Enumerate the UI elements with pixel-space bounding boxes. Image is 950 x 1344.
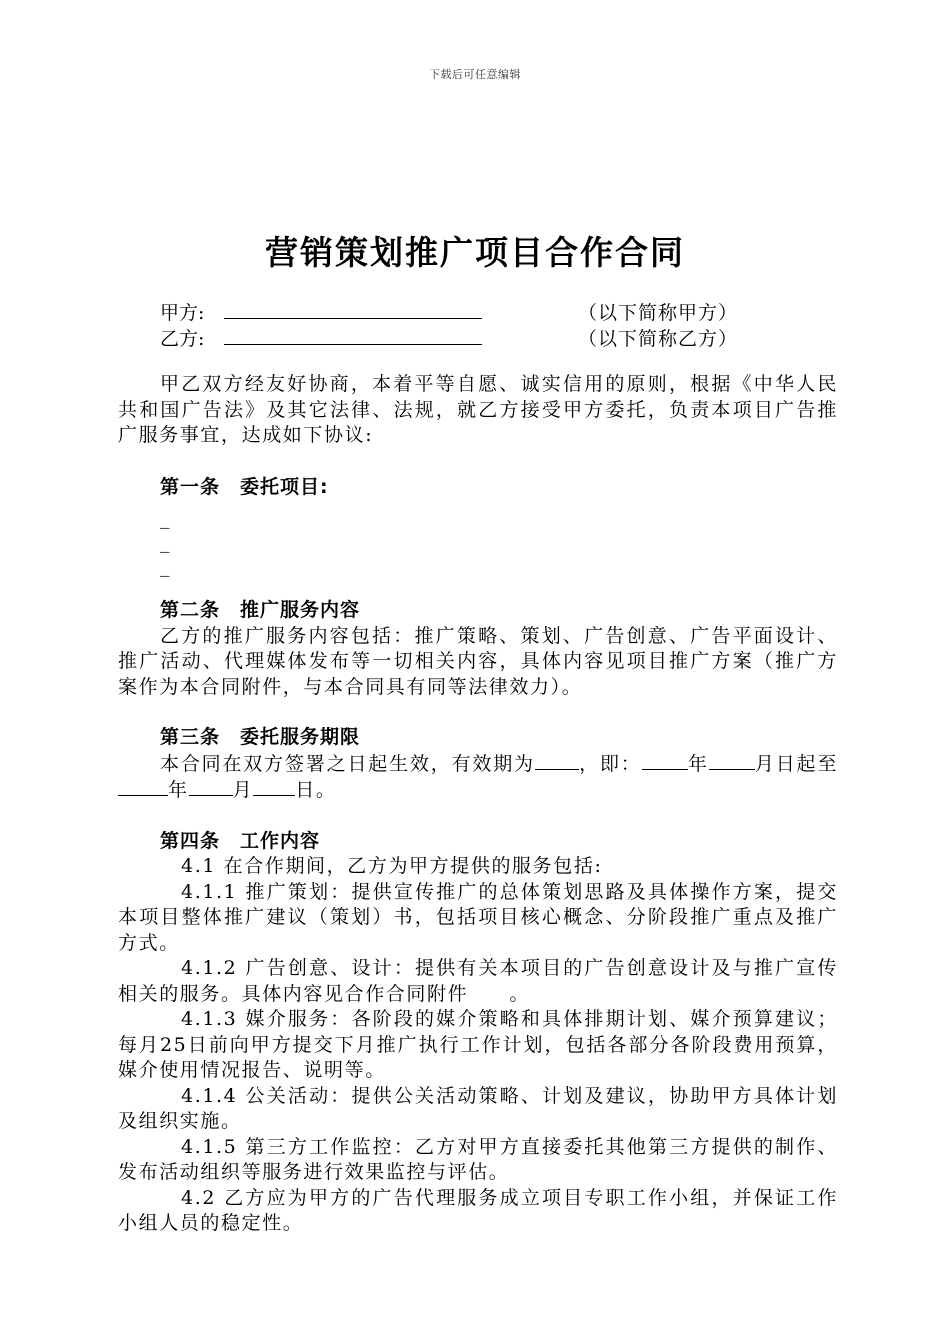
article-3-text: 本合同在双方签署之日起生效，有效期为 ，即： 年 月日起至年 月 日。 <box>118 751 838 804</box>
article-1-item: _ <box>160 507 170 529</box>
clause-4-1-4: 4.1.4 公关活动：提供公关活动策略、计划及建议，协助甲方具体计划及组织实施。 <box>118 1084 838 1132</box>
clause-4-1-3: 4.1.3 媒介服务：各阶段的媒介策略和具体排期计划、媒介预算建议；每月25日前向甲方提交下月推广执行工作计划，包括各部分各阶段费用预算，媒介使用情况报告、说明等。 <box>118 1008 838 1081</box>
article-2-text: 乙方的推广服务内容包括：推广策略、策划、广告创意、广告平面设计、推广活动、代理媒体发布等一切相关内容，具体内容见项目推广方案（推广方案作为本合同附件，与本合同具有同等法律效力）。 <box>118 624 838 698</box>
article-1-item: _ <box>160 555 170 577</box>
clause-4-2: 4.2 乙方应为甲方的广告代理服务成立项目专职工作小组，并保证工作小组人员的稳定性。 <box>118 1186 838 1234</box>
start-year-blank <box>642 751 688 770</box>
clause-4-1-2: 4.1.2 广告创意、设计：提供有关本项目的广告创意设计及与推广宣传相关的服务。具体内容见合作合同附件 。 <box>118 957 838 1005</box>
start-month-blank <box>709 751 755 770</box>
party-a-note: （以下简称甲方） <box>578 302 739 324</box>
contract-title: 营销策划推广项目合作合同 <box>265 233 685 272</box>
party-b-note: （以下简称乙方） <box>578 328 739 350</box>
party-a-label: 甲方: <box>160 302 205 324</box>
page-header: 下载后可任意编辑 <box>429 68 521 81</box>
party-a-row <box>160 298 840 324</box>
article-1-heading: 第一条 委托项目: <box>160 475 329 498</box>
article-4-heading: 第四条 工作内容 <box>160 829 321 852</box>
end-day-blank <box>253 777 295 796</box>
contract-body <box>118 372 838 1237</box>
clause-4-1-1: 4.1.1 推广策划：提供宣传推广的总体策划思路及具体操作方案，提交本项目整体推广建议（策划）书，包括项目核心概念、分阶段推广重点及推广方式。 <box>118 880 838 954</box>
article-1-item: _ <box>160 531 170 553</box>
validity-blank <box>535 751 579 770</box>
intro-paragraph: 甲乙双方经友好协商，本着平等自愿、诚实信用的原则，根据《中华人民共和国广告法》及其它法律、法规，就乙方接受甲方委托，负责本项目广告推广服务事宜，达成如下协议: <box>118 373 838 446</box>
party-b-blank <box>224 344 482 345</box>
party-b-label: 乙方: <box>160 328 205 350</box>
end-year-blank <box>118 777 168 796</box>
clause-4-1: 4.1 在合作期间，乙方为甲方提供的服务包括: <box>181 855 603 877</box>
article-2-heading: 第二条 推广服务内容 <box>160 599 361 621</box>
clause-4-1-5: 4.1.5 第三方工作监控：乙方对甲方直接委托其他第三方提供的制作、发布活动组织等服务进行效果监控与评估。 <box>118 1135 838 1183</box>
article-3-heading: 第三条 委托服务期限 <box>160 726 361 748</box>
party-b-row <box>160 324 840 350</box>
end-month-blank <box>189 777 233 796</box>
party-a-blank <box>224 318 482 319</box>
